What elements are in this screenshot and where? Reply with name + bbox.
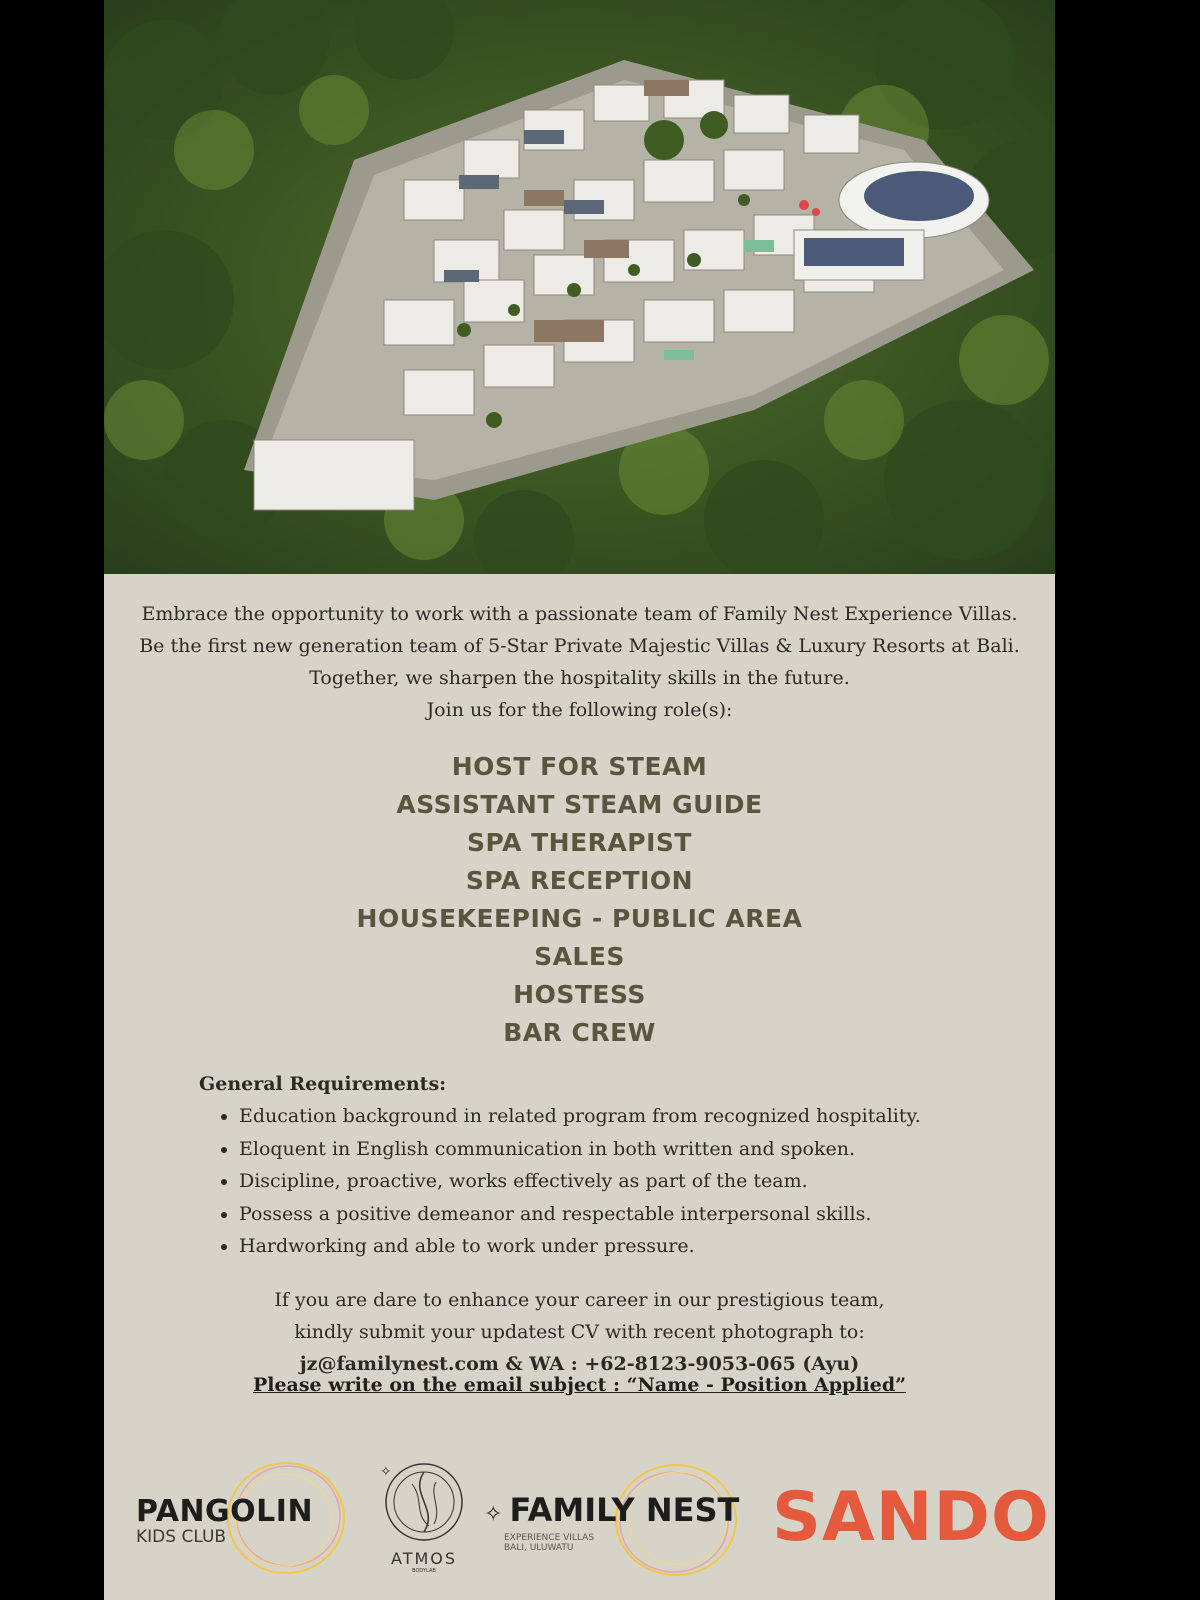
atmos-emblem-icon — [374, 1454, 474, 1544]
requirement-item: • Hardworking and able to work under pressure. — [239, 1230, 1019, 1263]
apply-line: kindly submit your updatest CV with recent photograph to: — [294, 1321, 865, 1343]
requirement-item: • Possess a positive demeanor and respectable interpersonal skills. — [239, 1198, 1019, 1231]
atmos-sub: BODYLAB — [412, 1568, 436, 1574]
role-item: ASSISTANT STEAM GUIDE — [396, 790, 763, 819]
partner-logos — [104, 1454, 1055, 1600]
role-item: SPA THERAPIST — [467, 828, 692, 857]
atmos-logo — [374, 1454, 474, 1574]
role-item: SPA RECEPTION — [465, 866, 694, 895]
family-nest-name-text: FAMILY NEST — [509, 1491, 740, 1529]
requirement-item: • Discipline, proactive, works effectively as part of the team. — [239, 1165, 1019, 1198]
requirement-item: • Education background in related program from recognized hospitality. — [239, 1100, 1019, 1133]
intro-line: Join us for the following role(s): — [426, 699, 733, 721]
pangolin-name: PANGOLIN — [136, 1494, 314, 1529]
requirement-item: • Eloquent in English communication in both written and spoken. — [239, 1133, 1019, 1166]
job-poster — [104, 0, 1055, 1600]
general-requirements — [199, 1068, 1019, 1263]
atmos-name: ATMOS — [390, 1549, 458, 1568]
role-item: BAR CREW — [503, 1018, 656, 1047]
email-subject-note: Please write on the email subject : “Name - Position Applied” — [252, 1374, 907, 1396]
application-instructions — [104, 1284, 1055, 1380]
intro-text — [104, 598, 1055, 726]
role-item: HOSTESS — [513, 980, 646, 1009]
roles-list — [104, 748, 1055, 1052]
role-item: HOST FOR STEAM — [451, 752, 708, 781]
contact-info: jz@familynest.com & WA : +62-8123-9053-065 (Ayu) — [299, 1353, 860, 1375]
poster-content — [104, 574, 1055, 1600]
sando-logo: SANDO — [772, 1478, 1050, 1557]
requirements-title: General Requirements: — [199, 1073, 447, 1095]
family-nest-name — [484, 1492, 739, 1533]
pangolin-kids-club-logo — [136, 1496, 313, 1546]
family-nest-sub2: BALI, ULUWATU — [504, 1543, 574, 1553]
requirements-list — [199, 1100, 1019, 1263]
sparkle-icon: ✧ — [484, 1502, 510, 1527]
family-nest-sub1: EXPERIENCE VILLAS — [504, 1533, 595, 1543]
svg-text:✧: ✧ — [380, 1464, 392, 1480]
resort-aerial-photo — [104, 0, 1055, 574]
intro-line: Together, we sharpen the hospitality skills in the future. — [309, 667, 850, 689]
intro-line: Be the first new generation team of 5-Star Private Majestic Villas & Luxury Resorts at Bali. — [139, 635, 1020, 657]
intro-line: Embrace the opportunity to work with a passionate team of Family Nest Experience Villas. — [141, 603, 1018, 625]
pangolin-sub: KIDS CLUB — [136, 1527, 227, 1547]
apply-line: If you are dare to enhance your career in our prestigious team, — [274, 1289, 885, 1311]
role-item: HOUSEKEEPING - PUBLIC AREA — [356, 904, 803, 933]
role-item: SALES — [534, 942, 625, 971]
family-nest-logo — [484, 1492, 739, 1553]
